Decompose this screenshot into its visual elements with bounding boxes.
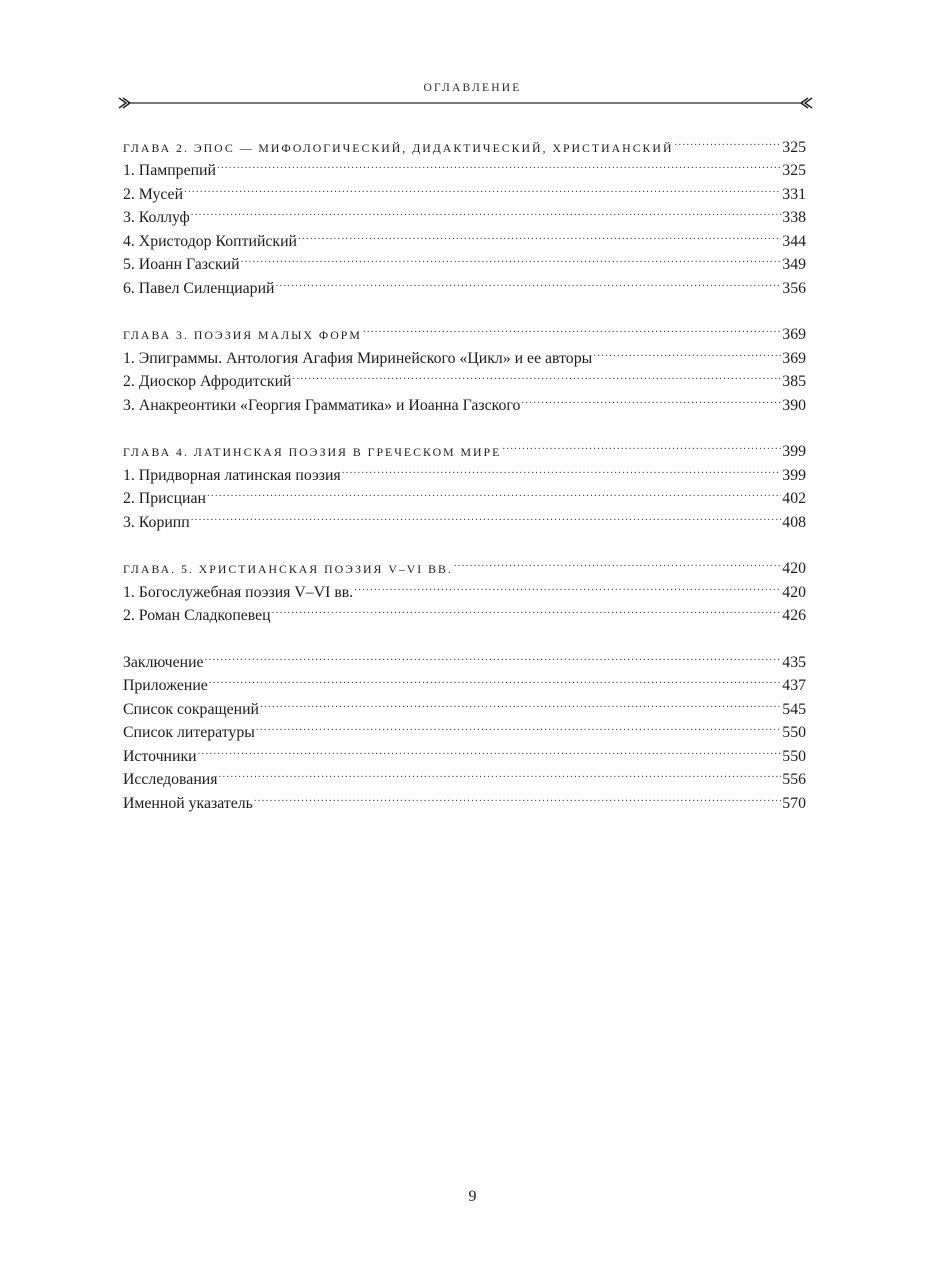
toc-entry[interactable] (123, 690, 806, 718)
table-of-contents (123, 128, 806, 831)
toc-entry[interactable] (123, 643, 806, 671)
toc-entry[interactable] (123, 152, 806, 179)
dot-leader (521, 386, 781, 410)
entry-page: 385 (782, 373, 806, 390)
toc-entry[interactable] (123, 761, 806, 788)
entry-page: 435 (782, 653, 806, 671)
entry-label: 4. Христодор Коптийский (123, 232, 297, 250)
dot-leader (241, 246, 782, 270)
toc-section-chapter-2 (123, 128, 806, 297)
toc-chapter-entry[interactable] (123, 550, 806, 577)
entry-label: Список сокращений (123, 700, 260, 718)
toc-section-chapter-4 (123, 433, 806, 531)
dot-leader (293, 363, 782, 387)
dot-leader (207, 480, 781, 504)
dot-leader (254, 784, 781, 808)
entry-label: Список литературы (123, 724, 255, 741)
toc-entry[interactable] (123, 480, 806, 507)
entry-page: 344 (782, 232, 806, 250)
running-header-title: ОГЛАВЛЕНИЕ (423, 82, 522, 94)
entry-label: 2. Роман Сладкопевец (123, 607, 271, 624)
entry-label: ГЛАВА 2. ЭПОС — МИФОЛОГИЧЕСКИЙ, ДИДАКТИЧЕСКИЙ, ХРИСТИАНСКИЙ (123, 140, 674, 155)
dot-leader (593, 339, 781, 363)
entry-label: 1. Пампрепий (123, 162, 216, 179)
entry-page: 420 (782, 583, 806, 601)
dot-leader (272, 597, 782, 621)
toc-entry[interactable] (123, 175, 806, 203)
dot-leader (256, 714, 781, 738)
entry-page: 356 (782, 279, 806, 297)
entry-page: 556 (782, 771, 806, 788)
entry-label: 1. Эпиграммы. Антология Агафия Миринейского «Цикл» и ее авторы (123, 349, 593, 367)
entry-page: 420 (782, 560, 806, 577)
dot-leader (219, 761, 782, 785)
entry-page: 545 (782, 700, 806, 718)
entry-label: 6. Павел Силенциарий (123, 279, 275, 297)
toc-section-chapter-5 (123, 550, 806, 624)
entry-page: 390 (782, 396, 806, 414)
entry-label: 2. Присциан (123, 490, 206, 507)
toc-entry[interactable] (123, 503, 806, 531)
entry-label: Приложение (123, 677, 208, 694)
dot-leader (502, 433, 781, 457)
entry-label: Источники (123, 747, 197, 765)
entry-page: 349 (782, 256, 806, 273)
dot-leader (354, 573, 781, 597)
entry-page: 325 (782, 162, 806, 179)
entry-label: Именной указатель (123, 794, 253, 812)
toc-chapter-entry[interactable] (123, 433, 806, 460)
entry-page: 550 (782, 747, 806, 765)
entry-label: 5. Иоанн Газский (123, 256, 240, 273)
entry-page: 331 (782, 185, 806, 203)
entry-label: 2. Диоскор Афродитский (123, 373, 292, 390)
entry-label: 3. Коллуф (123, 209, 190, 226)
toc-entry[interactable] (123, 667, 806, 694)
toc-chapter-entry[interactable] (123, 316, 806, 343)
header-ornamental-rule (118, 95, 813, 111)
dot-leader (276, 269, 782, 293)
entry-label: 1. Придворная латинская поэзия (123, 466, 341, 484)
entry-label: 1. Богослужебная поэзия V–VI вв. (123, 583, 354, 601)
toc-entry[interactable] (123, 222, 806, 250)
entry-page: 426 (782, 607, 806, 624)
entry-page: 437 (782, 677, 806, 694)
dot-leader (191, 199, 782, 223)
entry-page: 369 (782, 349, 806, 367)
dot-leader (260, 690, 781, 714)
entry-page: 550 (782, 724, 806, 741)
toc-entry[interactable] (123, 737, 806, 765)
dot-leader (205, 643, 782, 667)
entry-page: 402 (782, 490, 806, 507)
dot-leader (217, 152, 781, 176)
entry-page: 369 (782, 326, 806, 343)
dot-leader (198, 737, 782, 761)
dot-leader (674, 128, 781, 152)
entry-label: ГЛАВА 3. ПОЭЗИЯ МАЛЫХ ФОРМ (123, 328, 362, 342)
entry-page: 399 (782, 443, 806, 460)
entry-label: 2. Мусей (123, 185, 184, 203)
toc-section-back-matter (123, 643, 806, 812)
entry-page: 399 (782, 466, 806, 484)
entry-label: ГЛАВА. 5. ХРИСТИАНСКАЯ ПОЭЗИЯ V–VI ВВ. (123, 562, 453, 576)
entry-label: 3. Анакреонтики «Георгия Грамматика» и Иоанна Газского (123, 396, 521, 414)
dot-leader (209, 667, 782, 691)
dot-leader (363, 316, 781, 340)
entry-label: 3. Корипп (123, 513, 190, 531)
page-number: 9 (468, 1188, 477, 1205)
dot-leader (298, 222, 781, 246)
toc-entry[interactable] (123, 199, 806, 226)
entry-page: 408 (782, 513, 806, 531)
dot-leader (184, 175, 781, 199)
toc-section-chapter-3 (123, 316, 806, 414)
toc-chapter-entry[interactable] (123, 128, 806, 156)
entry-page: 325 (782, 138, 806, 156)
entry-page: 570 (782, 794, 806, 812)
entry-label: ГЛАВА 4. ЛАТИНСКАЯ ПОЭЗИЯ В ГРЕЧЕСКОМ МИРЕ (123, 445, 502, 459)
entry-label: Заключение (123, 653, 204, 671)
dot-leader (454, 550, 781, 574)
dot-leader (191, 503, 782, 527)
entry-page: 338 (782, 209, 806, 226)
toc-entry[interactable] (123, 784, 806, 812)
dot-leader (342, 456, 782, 480)
entry-label: Исследования (123, 771, 218, 788)
